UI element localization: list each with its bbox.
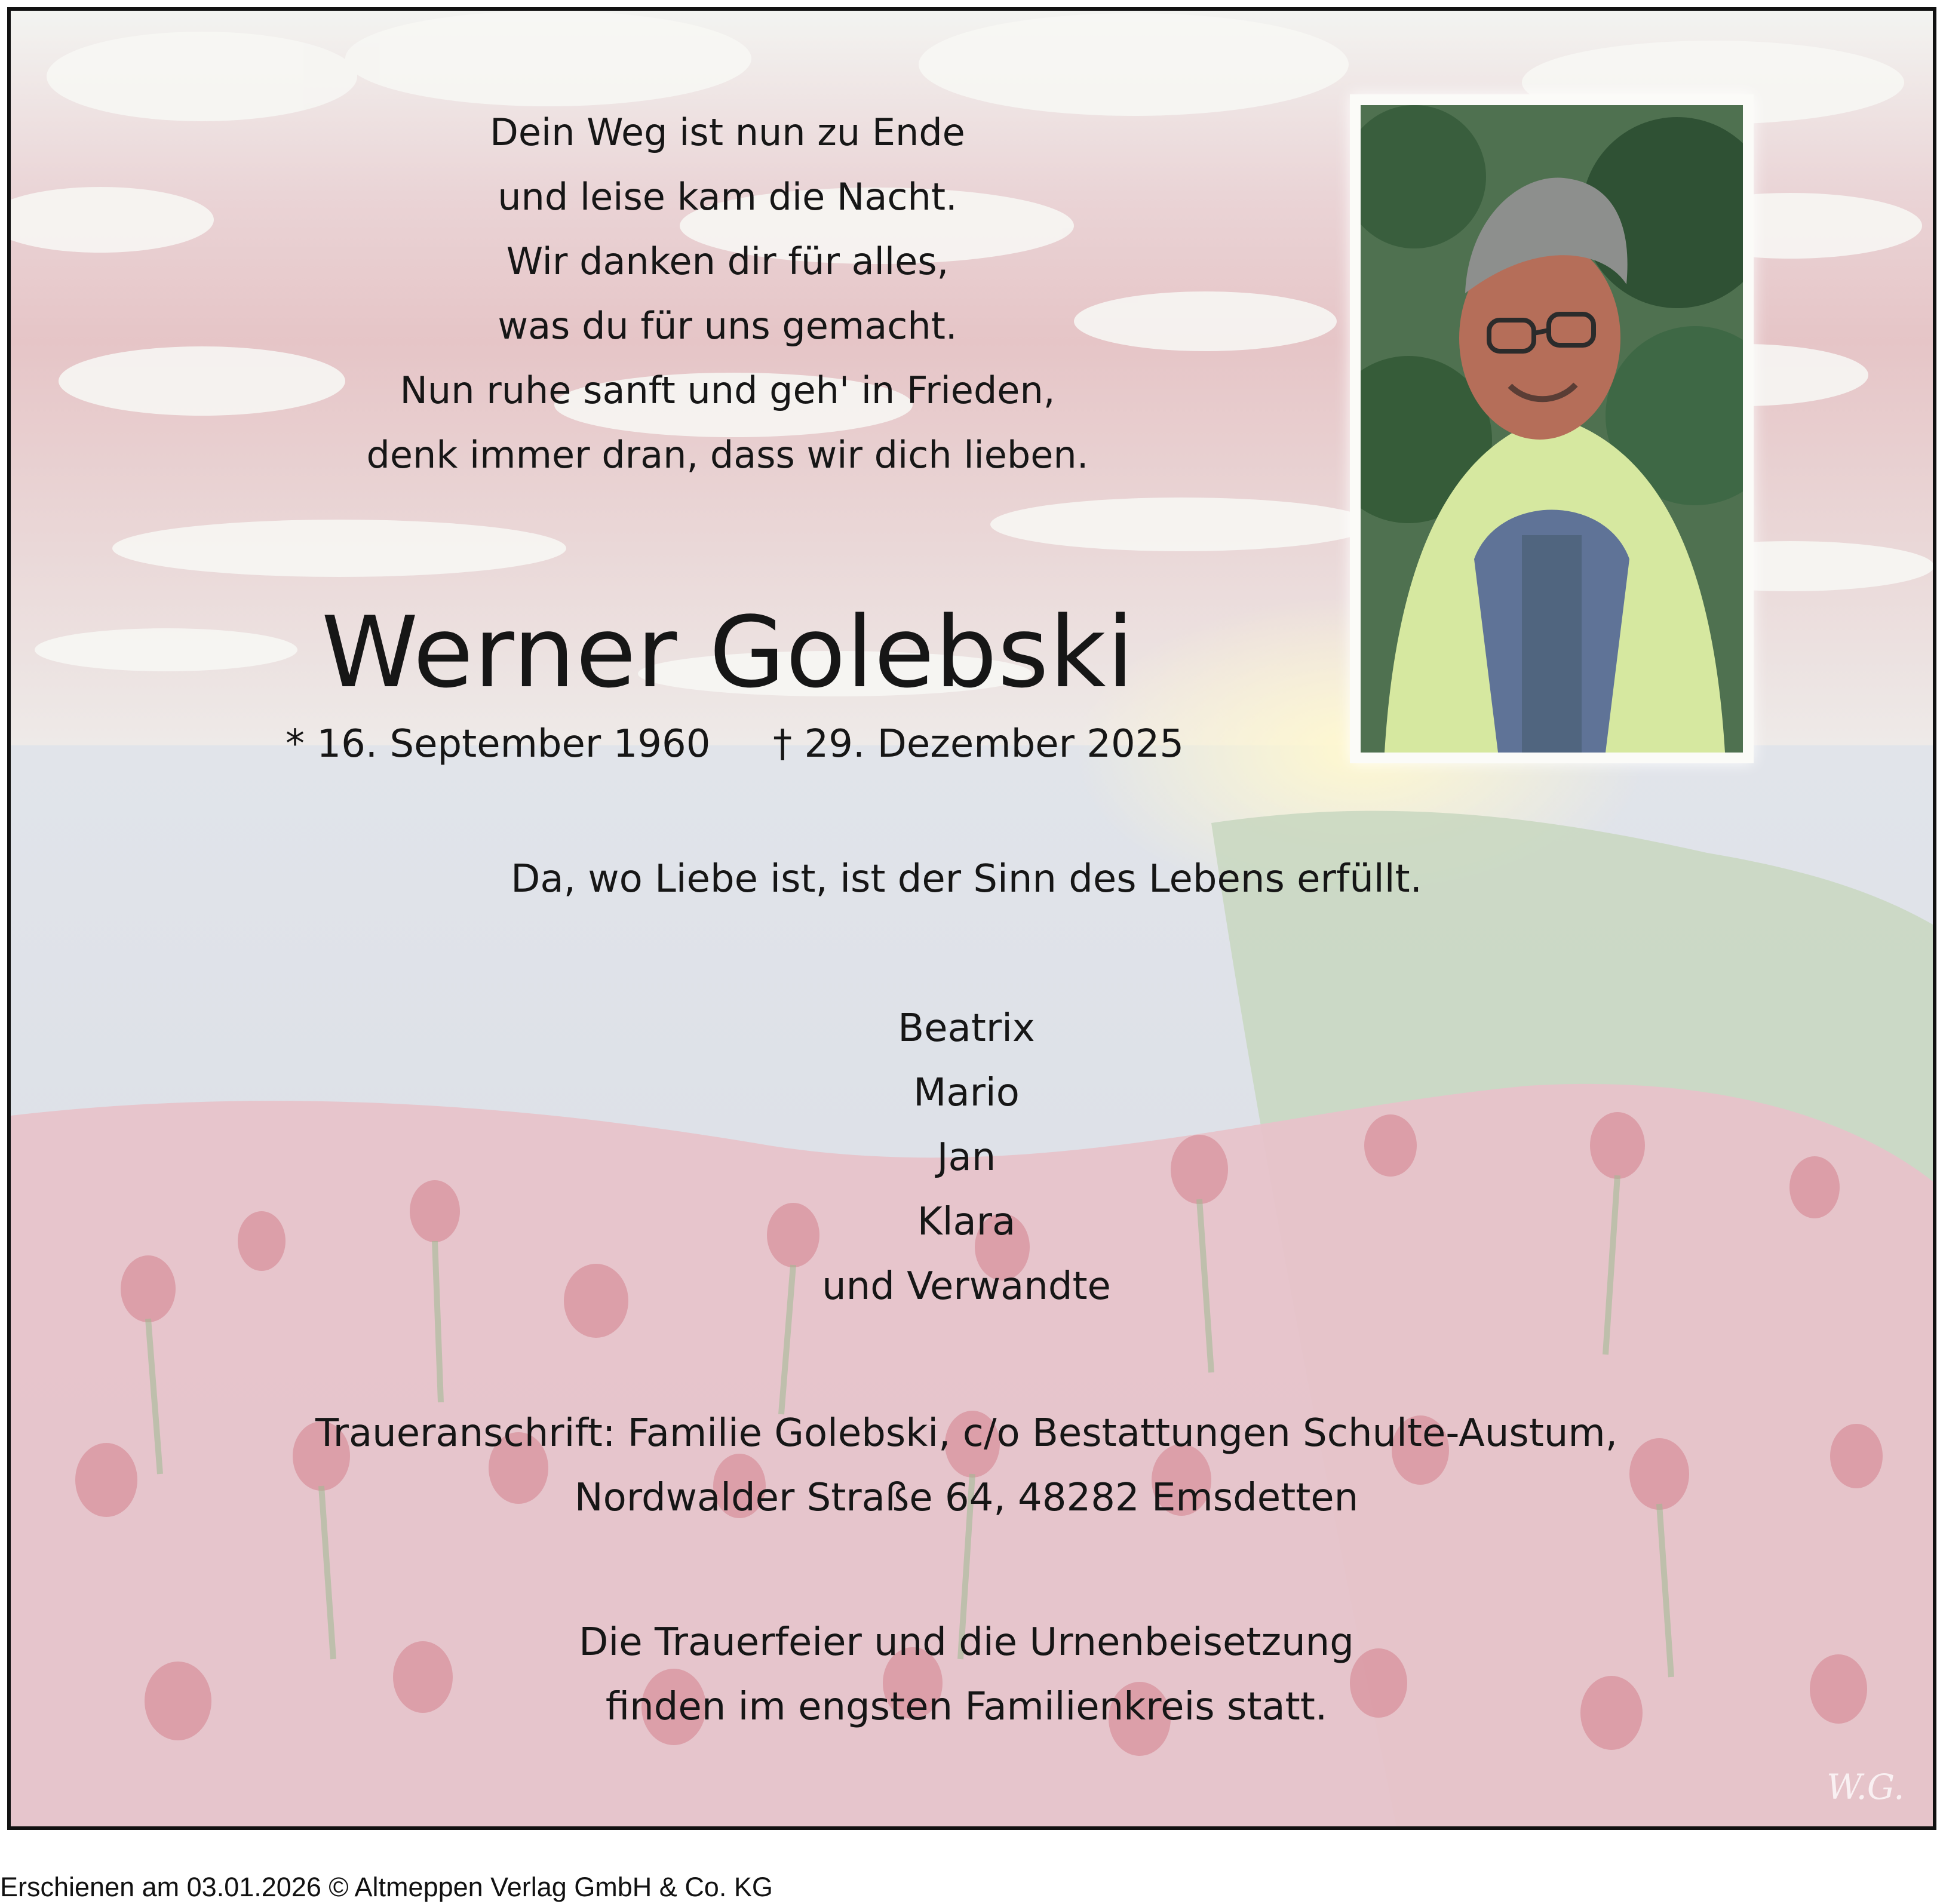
ceremony-line: finden im engsten Familienkreis statt. [605,1685,1328,1729]
publication-footer: Erschienen am 03.01.2026 © Altmeppen Verlag GmbH & Co. KG [0,1872,773,1902]
poem-verse [262,100,1193,487]
birth-date: * 16. September 1960 [286,722,711,766]
deceased-name: Werner Golebski [321,595,1135,710]
ceremony-line: Die Trauerfeier und die Urnenbeisetzung [579,1620,1354,1665]
death-date: † 29. Dezember 2025 [773,722,1184,766]
poem-line: Wir danken dir für alles, [506,239,949,283]
poem-line: denk immer dran, dass wir dich lieben. [366,433,1089,477]
mourner-name: Klara [917,1200,1016,1244]
address-line: Traueranschrift: Familie Golebski, c/o Bestattungen Schulte-Austum, [315,1411,1618,1455]
mourner-name: Beatrix [898,1006,1035,1051]
poem-line: und leise kam die Nacht. [498,175,957,219]
mourning-address [130,1401,1803,1530]
poem-line: Dein Weg ist nun zu Ende [490,110,965,154]
portrait-photo [1361,105,1743,753]
memorial-quote: Da, wo Liebe ist, ist der Sinn des Lebens erfüllt. [511,857,1422,901]
mourner-name: und Verwandte [822,1264,1111,1309]
poem-line: was du für uns gemacht. [498,304,957,348]
portrait-photo-frame [1350,94,1754,763]
poem-line: Nun ruhe sanft und geh' in Frieden, [400,368,1055,412]
mourners-list [728,996,1205,1319]
ceremony-note [309,1610,1623,1739]
mourner-name: Jan [937,1135,996,1180]
mourner-name: Mario [913,1071,1020,1115]
obituary-notice [7,7,1936,1830]
life-dates [286,720,1184,768]
address-line: Nordwalder Straße 64, 48282 Emsdetten [574,1476,1359,1520]
artist-signature: W.G. [1827,1767,1905,1807]
